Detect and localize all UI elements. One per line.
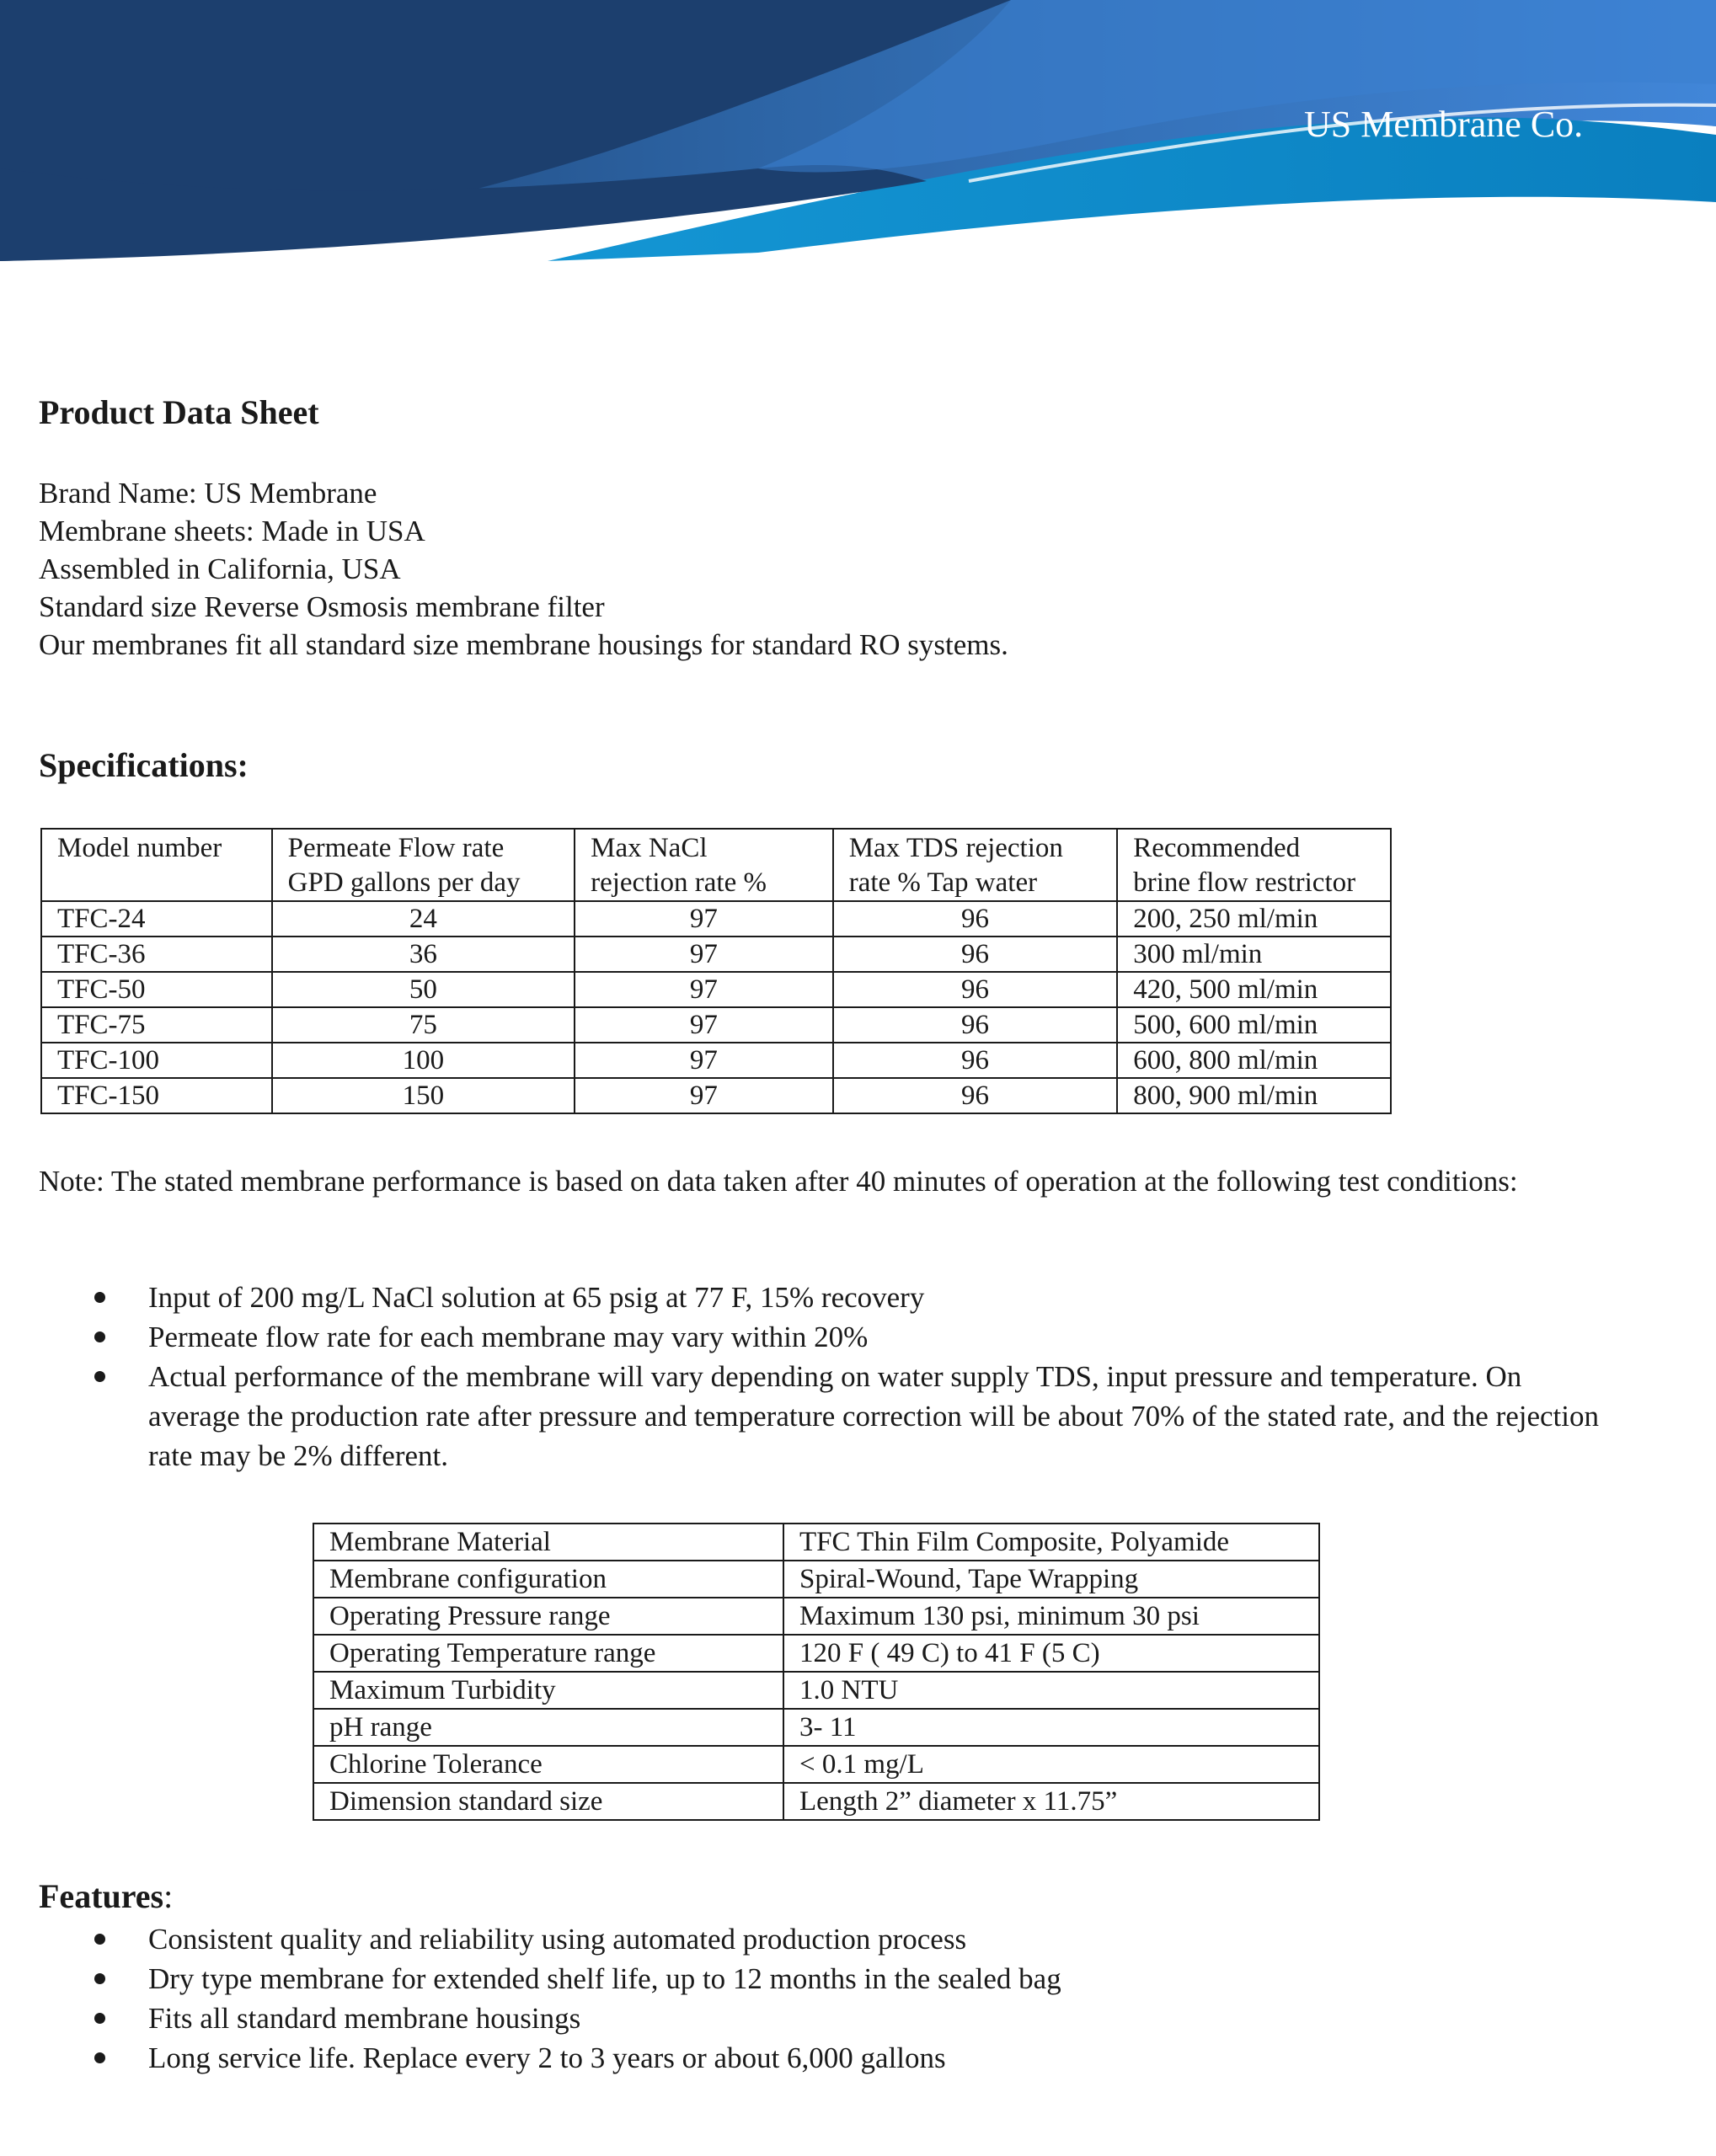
list-item: Permeate flow rate for each membrane may vary within 20% [93,1317,1609,1357]
list-item: Actual performance of the membrane will vary depending on water supply TDS, input pressure and temperature. On average the production rate after pressure and temperature correction will be about 70% of the stated rate, and the rejection rate may be 2% different. [93,1357,1609,1476]
tds-cell: 96 [833,901,1118,937]
restrictor-cell: 420, 500 ml/min [1117,972,1391,1007]
property-value: Length 2” diameter x 11.75” [783,1783,1319,1820]
properties-table [313,1523,1320,1821]
features-list [93,1919,1609,2078]
bullet-icon [94,1934,105,1945]
nacl-cell: 97 [575,1007,833,1043]
model-cell: TFC-36 [41,937,272,972]
model-cell: TFC-75 [41,1007,272,1043]
table-row [313,1561,1319,1598]
table-row [313,1783,1319,1820]
intro-line: Membrane sheets: Made in USA [39,515,425,547]
nacl-cell: 97 [575,937,833,972]
list-item: Long service life. Replace every 2 to 3 years or about 6,000 gallons [93,2038,1609,2078]
model-cell: TFC-24 [41,901,272,937]
flow-cell: 100 [272,1043,575,1078]
restrictor-cell: 500, 600 ml/min [1117,1007,1391,1043]
specifications-table [40,828,1392,1114]
intro-line: Our membranes fit all standard size membrane housings for standard RO systems. [39,628,1008,661]
tds-cell: 96 [833,1043,1118,1078]
restrictor-cell: 800, 900 ml/min [1117,1078,1391,1113]
nacl-cell: 97 [575,972,833,1007]
flow-cell: 50 [272,972,575,1007]
property-value: TFC Thin Film Composite, Polyamide [783,1524,1319,1561]
bullet-icon [94,2052,105,2063]
header-cell: Max NaCl rejection rate % [575,829,833,901]
bullet-icon [94,1973,105,1984]
property-value: Maximum 130 psi, minimum 30 psi [783,1598,1319,1635]
flow-cell: 36 [272,937,575,972]
flow-cell: 150 [272,1078,575,1113]
tds-cell: 96 [833,1078,1118,1113]
property-name: Membrane configuration [313,1561,783,1598]
property-name: Membrane Material [313,1524,783,1561]
table-row [313,1709,1319,1746]
features-heading: Features: [39,1877,174,1915]
header-banner [0,0,1716,278]
bullet-icon [94,2013,105,2024]
list-item: Dry type membrane for extended shelf life, up to 12 months in the sealed bag [93,1959,1609,1999]
property-name: Dimension standard size [313,1783,783,1820]
bullet-icon [94,1371,105,1382]
property-name: Chlorine Tolerance [313,1746,783,1783]
nacl-cell: 97 [575,1078,833,1113]
specifications-heading: Specifications: [39,746,249,784]
list-item: Consistent quality and reliability using automated production process [93,1919,1609,1959]
intro-line: Standard size Reverse Osmosis membrane filter [39,590,605,623]
tds-cell: 96 [833,972,1118,1007]
restrictor-cell: 600, 800 ml/min [1117,1043,1391,1078]
property-value: 3- 11 [783,1709,1319,1746]
bullet-icon [94,1331,105,1342]
performance-note: Note: The stated membrane performance is based on data taken after 40 minutes of operation at the following test conditions: [39,1165,1518,1198]
company-name: US Membrane Co. [1304,104,1584,145]
restrictor-cell: 200, 250 ml/min [1117,901,1391,937]
property-value: 1.0 NTU [783,1672,1319,1709]
model-cell: TFC-50 [41,972,272,1007]
property-value: 120 F ( 49 C) to 41 F (5 C) [783,1635,1319,1672]
header-cell: Model number [41,829,272,901]
table-header-row [41,829,1391,901]
model-cell: TFC-100 [41,1043,272,1078]
table-row [41,901,1391,937]
list-item: Fits all standard membrane housings [93,1999,1609,2038]
list-item: Input of 200 mg/L NaCl solution at 65 psig at 77 F, 15% recovery [93,1278,1609,1317]
flow-cell: 24 [272,901,575,937]
tds-cell: 96 [833,1007,1118,1043]
table-row [313,1524,1319,1561]
intro-line: Brand Name: US Membrane [39,477,377,510]
property-name: Operating Temperature range [313,1635,783,1672]
property-name: Operating Pressure range [313,1598,783,1635]
tds-cell: 96 [833,937,1118,972]
nacl-cell: 97 [575,1043,833,1078]
property-name: pH range [313,1709,783,1746]
restrictor-cell: 300 ml/min [1117,937,1391,972]
page-title: Product Data Sheet [39,393,319,431]
property-value: Spiral-Wound, Tape Wrapping [783,1561,1319,1598]
property-value: < 0.1 mg/L [783,1746,1319,1783]
table-row [313,1598,1319,1635]
table-row [41,1043,1391,1078]
header-cell: Permeate Flow rate GPD gallons per day [272,829,575,901]
nacl-cell: 97 [575,901,833,937]
property-name: Maximum Turbidity [313,1672,783,1709]
table-row [313,1635,1319,1672]
flow-cell: 75 [272,1007,575,1043]
table-row [41,972,1391,1007]
table-row [41,937,1391,972]
intro-line: Assembled in California, USA [39,552,401,585]
table-row [41,1078,1391,1113]
table-row [313,1746,1319,1783]
header-cell: Max TDS rejection rate % Tap water [833,829,1118,901]
table-row [41,1007,1391,1043]
bullet-icon [94,1292,105,1303]
intro-block [39,474,1008,664]
model-cell: TFC-150 [41,1078,272,1113]
test-conditions-list [93,1278,1609,1476]
table-row [313,1672,1319,1709]
header-cell: Recommended brine flow restrictor [1117,829,1391,901]
